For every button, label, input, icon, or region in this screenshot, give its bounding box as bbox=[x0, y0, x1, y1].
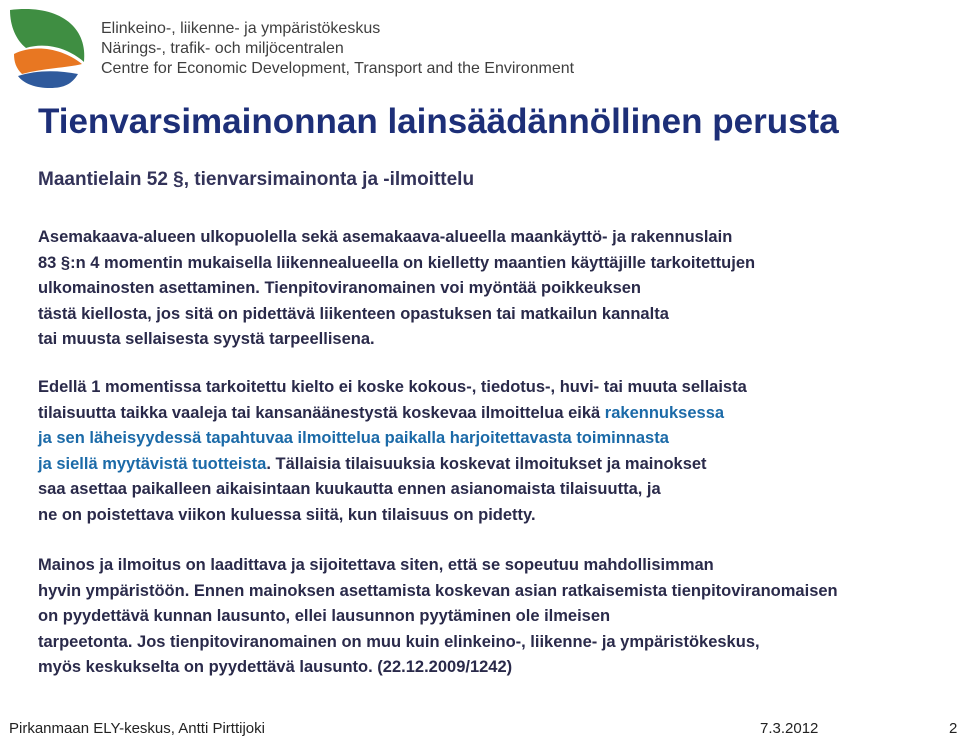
ely-logo-icon bbox=[4, 4, 88, 88]
paragraph-line: myös keskukselta on pyydettävä lausunto. (22.12.2009/1242) bbox=[38, 658, 513, 676]
paragraph-line: Edellä 1 momentissa tarkoitettu kielto ei koske kokous-, tiedotus-, huvi- tai muuta sellaista bbox=[38, 378, 747, 396]
page-number: 2 bbox=[949, 720, 958, 737]
paragraph-placement-requirements bbox=[38, 553, 838, 681]
paragraph-exceptions bbox=[38, 375, 747, 528]
paragraph-line: ne on poistettava viikon kuluessa siitä, kun tilaisuus on pidetty. bbox=[38, 505, 536, 524]
paragraph-advertising-ban bbox=[38, 225, 755, 353]
paragraph-line bbox=[38, 401, 747, 427]
paragraph-line: hyvin ympäristöön. Ennen mainoksen asettamista koskevan asian ratkaisemista tienpitoviranomaisen bbox=[38, 581, 838, 600]
highlighted-text: rakennuksessa bbox=[604, 403, 725, 422]
paragraph-line: 83 §:n 4 momentin mukaisella liikennealueella on kielletty maantien käyttäjille tarkoitettujen bbox=[38, 253, 756, 272]
org-name-english: Centre for Economic Development, Transport and the Environment bbox=[101, 60, 575, 77]
paragraph-line: Asemakaava-alueen ulkopuolella sekä asemakaava-alueella maankäyttö- ja rakennuslain bbox=[38, 228, 733, 246]
highlighted-text: ja sen läheisyydessä tapahtuvaa ilmoittelua paikalla harjoitettavasta toiminnasta bbox=[38, 429, 669, 447]
highlighted-text: ja siellä myytävistä tuotteista bbox=[38, 454, 267, 473]
plain-text: tilaisuutta taikka vaaleja tai kansanäänestystä koskevaa ilmoittelua eikä bbox=[38, 403, 605, 422]
footer-author: Pirkanmaan ELY-keskus, Antti Pirttijoki bbox=[9, 720, 265, 737]
slide-subtitle: Maantielain 52 §, tienvarsimainonta ja -ilmoittelu bbox=[38, 169, 475, 190]
paragraph-line: ulkomainosten asettaminen. Tienpitoviranomainen voi myöntää poikkeuksen bbox=[38, 279, 642, 297]
slide-title: Tienvarsimainonnan lainsäädännöllinen perusta bbox=[38, 102, 839, 141]
paragraph-line: tai muusta sellaisesta syystä tarpeellisena. bbox=[38, 330, 375, 348]
footer-date: 7.3.2012 bbox=[760, 720, 819, 737]
paragraph-line: on pyydettävä kunnan lausunto, ellei lausunnon pyytäminen ole ilmeisen bbox=[38, 607, 611, 625]
org-name-finnish: Elinkeino-, liikenne- ja ympäristökeskus bbox=[101, 20, 381, 37]
slide-header bbox=[0, 0, 960, 92]
org-name-swedish: Närings-, trafik- och miljöcentralen bbox=[101, 40, 344, 57]
paragraph-line bbox=[38, 452, 747, 478]
paragraph-line: Mainos ja ilmoitus on laadittava ja sijoitettava siten, että se sopeutuu mahdollisimman bbox=[38, 556, 714, 574]
paragraph-line: tarpeetonta. Jos tienpitoviranomainen on muu kuin elinkeino-, liikenne- ja ympäristökeskus, bbox=[38, 632, 760, 651]
paragraph-line: saa asettaa paikalleen aikaisintaan kuukautta ennen asianomaista tilaisuutta, ja bbox=[38, 480, 661, 498]
paragraph-line: tästä kiellosta, jos sitä on pidettävä liikenteen opastuksen tai matkailun kannalta bbox=[38, 304, 669, 323]
plain-text: . Tällaisia tilaisuuksia koskevat ilmoitukset ja mainokset bbox=[266, 454, 707, 473]
organization-names bbox=[101, 19, 574, 79]
